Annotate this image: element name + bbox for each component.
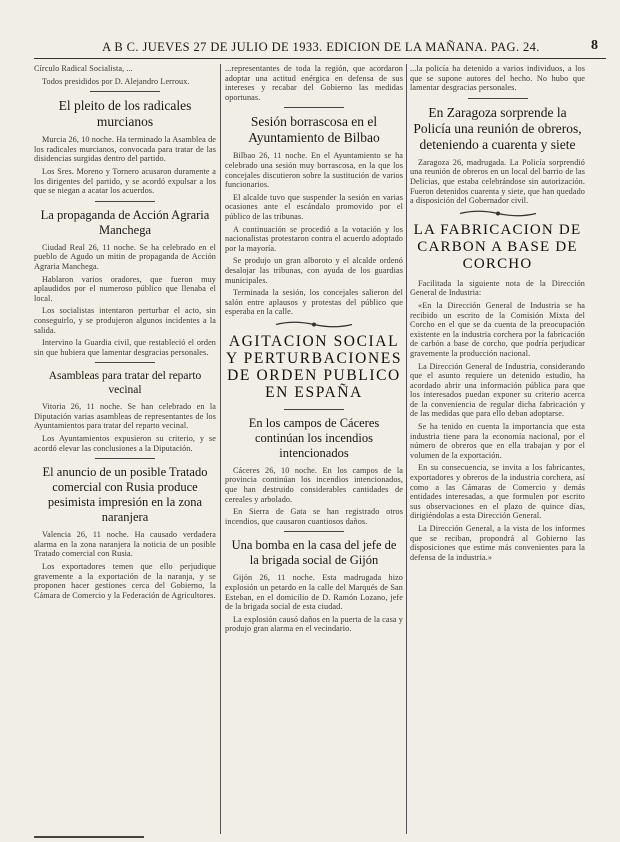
paragraph: ...representantes de toda la región, que acordaron adoptar una actitud enérgica en defensa de sus intereses y recabar del Gobierno las medidas oportunas. <box>225 64 403 102</box>
ornament-flourish <box>458 209 538 218</box>
paragraph: «En la Dirección General de Industria se ha recibido un escrito de la Comisión Mixta del Corcho en el que se da cuenta de la preocupación existente en la industria corchera por la fabricación de carbón a base de corcho, que podría perjudicar gravemente la producción nacional. <box>410 300 585 358</box>
page-mark: 8 <box>591 38 598 53</box>
paragraph: Vitoria 26, 11 noche. Se han celebrado en la Diputación varias asambleas de representantes de los Ayuntamientos para tratar del reparto vecinal. <box>34 402 216 431</box>
paragraph: Intervino la Guardia civil, que restableció el orden sin que hubiera que lamentar desgracias personales. <box>34 338 216 357</box>
paragraph: En su consecuencia, se invita a los fabricantes, exportadores y obreros de la industria corchera, así como a las Cámaras de Comercio y demás entidades interesadas, a que formulen por escrito sus observaciones en el plazo de quince días, dirigiéndolas a esta Dirección General. <box>410 463 585 521</box>
headline-carbon-corcho: LA FABRICACION DE CARBON A BASE DE CORCHO <box>413 221 582 272</box>
column-2 <box>225 64 403 834</box>
column-3 <box>410 64 585 834</box>
paragraph: Círculo Radical Socialista, ... <box>34 64 133 73</box>
paragraph: Terminada la sesión, los concejales salieron del salón entre aplausos y protestas del público que esperaba en la calle. <box>225 288 403 317</box>
headline-agitacion-social: AGITACION SOCIAL Y PERTURBACIONES DE ORDEN PUBLICO EN ESPAÑA <box>225 332 403 401</box>
paragraph: La Dirección General de Industria, considerando que el asunto requiere un detenido estudio, ha acordado abrir una información pública para que los interesados puedan exponer su criterio acerca de la conveniencia de regular dicha fabricación y de las medidas que para ello deban adoptarse. <box>410 361 585 419</box>
paragraph: Zaragoza 26, madrugada. La Policía sorprendió una reunión de obreros en un local del barrio de las Delicias, que estaba celebrándose sin autorización. Fueron detenidos cuarenta y siete, que han quedado a disposición del Gobernador civil. <box>410 157 585 206</box>
column-1 <box>34 64 216 834</box>
paragraph: Los socialistas intentaron perturbar el acto, sin conseguirlo, y se produjeron algunos incidentes a la salida. <box>34 306 216 335</box>
ornament-rule <box>95 456 155 461</box>
headline-tratado-rusia: El anuncio de un posible Tratado comercial con Rusia produce pesimista impresión en la zona naranjera <box>42 465 208 525</box>
paragraph: La Dirección General, a la vista de los informes que se reciban, propondrá al Gobierno las disposiciones que estime más convenientes para la defensa de la industria.» <box>410 524 585 562</box>
paragraph: A continuación se procedió a la votación y los nacionalistas protestaron contra el acuerdo adoptado por la mayoría. <box>225 224 403 253</box>
page-header: A B C. JUEVES 27 DE JULIO DE 1933. EDICION DE LA MAÑANA. PAG. 24. <box>102 40 540 54</box>
ornament-rule <box>95 360 155 365</box>
paragraph: El alcalde tuvo que suspender la sesión en varias ocasiones ante el escándalo promovido por el público de las tribunas. <box>225 192 403 221</box>
paragraph: En Sierra de Gata se han registrado otros incendios, que causaron cuantiosos daños. <box>225 507 403 526</box>
header-rule <box>34 58 606 59</box>
paragraph: Los exportadores temen que ello perjudique gravemente a la exportación de la naranja, y se proponen hacer gestiones cerca del Gobierno, la Cámara de Comercio y la Federación de Agricultores. <box>34 562 216 600</box>
paragraph: Valencia 26, 11 noche. Ha causado verdadera alarma en la zona naranjera la noticia de un posible Tratado comercial con Rusia. <box>34 530 216 559</box>
headline-reparto-vecinal: Asambleas para tratar del reparto vecinal <box>48 370 202 397</box>
ornament-rule <box>95 199 155 204</box>
paragraph: Murcia 26, 10 noche. Ha terminado la Asamblea de los radicales murcianos, convocada para tratar de las disidencias surgidas dentro del partido. <box>34 135 216 164</box>
ornament-flourish <box>274 320 354 329</box>
paragraph: Todos presididos por D. Alejandro Lerroux. <box>42 76 190 86</box>
ornament-rule <box>284 407 344 412</box>
headline-bomba-gijon: Una bomba en la casa del jefe de la brigada social de Gijón <box>231 538 397 568</box>
paragraph: Se ha tenido en cuenta la importancia que esta industria tiene para la economía nacional, por el número de obreros que en ella trabajan y por el volumen de la exportación. <box>410 422 585 460</box>
paragraph: Los Ayuntamientos expusieron su criterio, y se acordó elevar las conclusiones a la Diputación. <box>34 434 216 453</box>
column-rule <box>220 64 221 834</box>
ornament-rule <box>90 89 160 94</box>
paragraph: Se produjo un gran alboroto y el alcalde ordenó desalojar las tribunas, con ayuda de los guardias municipales. <box>225 256 403 285</box>
paragraph: Los Sres. Moreno y Tornero acusaron duramente a los dirigentes del partido, y se acordó expulsar a los que se niegan a acatar los acuerdos. <box>34 166 216 196</box>
column-rule <box>406 64 407 834</box>
headline-incendios-caceres: En los campos de Cáceres continúan los incendios intencionados <box>248 415 380 460</box>
bottom-rule <box>34 836 144 838</box>
paragraph: Facilitada la siguiente nota de la Dirección General de Industria: <box>410 278 585 298</box>
ornament-rule <box>284 105 344 110</box>
paragraph: Bilbao 26, 11 noche. En el Ayuntamiento se ha celebrado una sesión muy borrascosa, en la que los concejales discutieron sobre la sustitución de varios funcionarios. <box>225 151 403 190</box>
headline-radicales-murcianos: El pleito de los radicales murcianos <box>58 98 192 130</box>
paragraph: Cáceres 26, 10 noche. En los campos de la provincia continúan los incendios intencionados, que han destruido considerables cantidades de cereales y arbolado. <box>225 465 403 504</box>
paragraph: ...la policía ha detenido a varios individuos, a los que se supone autores del hecho. No hubo que lamentar desgracias personales. <box>410 64 585 93</box>
ornament-rule <box>284 529 344 534</box>
headline-accion-agraria: La propaganda de Acción Agraria Manchega <box>40 207 210 237</box>
paragraph: La explosión causó daños en la puerta de la casa y produjo gran alarma en el vecindario. <box>225 614 403 634</box>
headline-ayuntamiento-bilbao: Sesión borrascosa en el Ayuntamiento de Bilbao <box>248 114 380 146</box>
paragraph: Ciudad Real 26, 11 noche. Se ha celebrado en el pueblo de Agudo un mitin de propaganda de Acción Agraria Manchega. <box>34 242 216 271</box>
paragraph: Gijón 26, 11 noche. Esta madrugada hizo explosión un petardo en la calle del Marqués de San Esteban, en el domicilio de D. Ramón Lozano, jefe de la brigada social de esta ciudad. <box>225 573 403 612</box>
ornament-rule <box>468 96 528 101</box>
paragraph: Hablaron varios oradores, que fueron muy aplaudidos por el numeroso público que llenaba el local. <box>34 274 216 303</box>
headline-zaragoza-policia: En Zaragoza sorprende la Policía una reunión de obreros, deteniendo a cuarenta y siete <box>413 104 582 152</box>
